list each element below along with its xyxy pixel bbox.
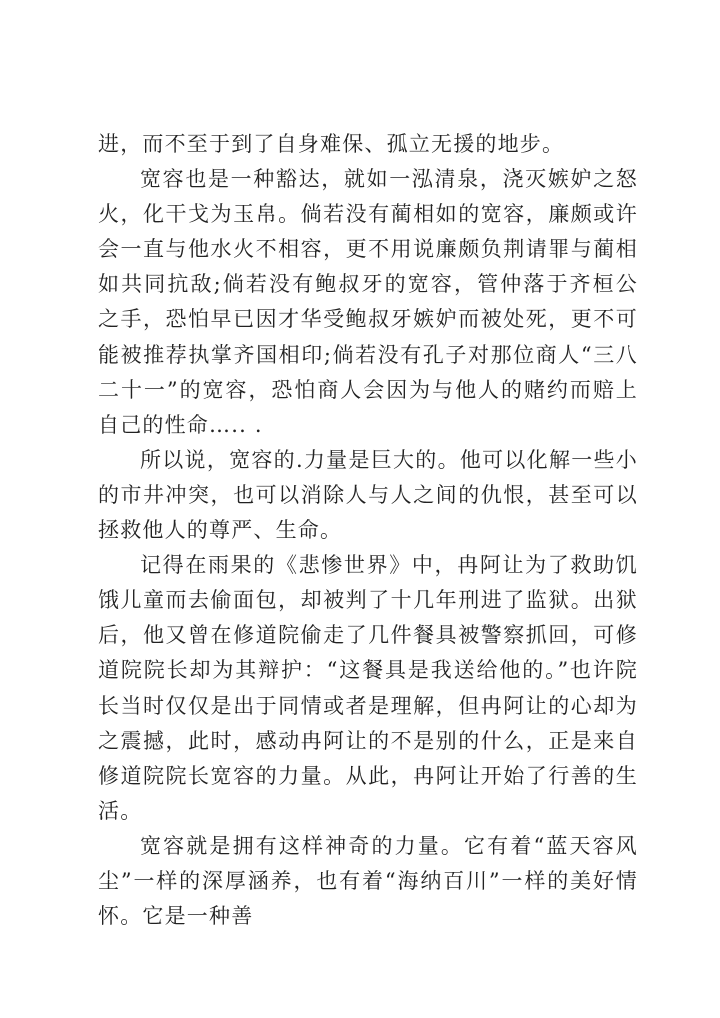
paragraph-4: 记得在雨果的《悲惨世界》中，冉阿让为了救助饥饿儿童而去偷面包，却被判了十几年刑进了监狱。出狱后，他又曾在修道院偷走了几件餐具被警察抓回，可修道院院长却为其辩护：“这餐具是我送给他的。”也许院长当时仅仅是出于同情或者是理解，但冉阿让的心却为之震撼，此时，感动冉阿让的不是别的什么，正是来自修道院院长宽容的力量。从此，冉阿让开始了行善的生活。 — [98, 553, 638, 823]
article-body — [98, 127, 638, 934]
paragraph-2: 宽容也是一种豁达，就如一泓清泉，浇灭嫉妒之怒火，化干戈为玉帛。倘若没有蔺相如的宽容，廉颇或许会一直与他水火不相容，更不用说廉颇负荆请罪与蔺相如共同抗敌;倘若没有鲍叔牙的宽容，管仲落于齐桓公之手，恐怕早已因才华受鲍叔牙嫉妒而被处死，更不可能被推荐执掌齐国相印;倘若没有孔子对那位商人“三八二十一”的宽容，恐怕商人会因为与他人的赌约而赔上自己的性命….. . — [98, 167, 638, 437]
paragraph-3: 所以说，宽容的.力量是巨大的。他可以化解一些小的市井冲突，也可以消除人与人之间的仇恨，甚至可以拯救他人的尊严、生命。 — [98, 447, 638, 543]
paragraph-5: 宽容就是拥有这样神奇的力量。它有着“蓝天容风尘”一样的深厚涵养，也有着“海纳百川”一样的美好情怀。它是一种善 — [98, 833, 638, 929]
paragraph-1: 进，而不至于到了自身难保、孤立无援的地步。 — [98, 132, 565, 156]
